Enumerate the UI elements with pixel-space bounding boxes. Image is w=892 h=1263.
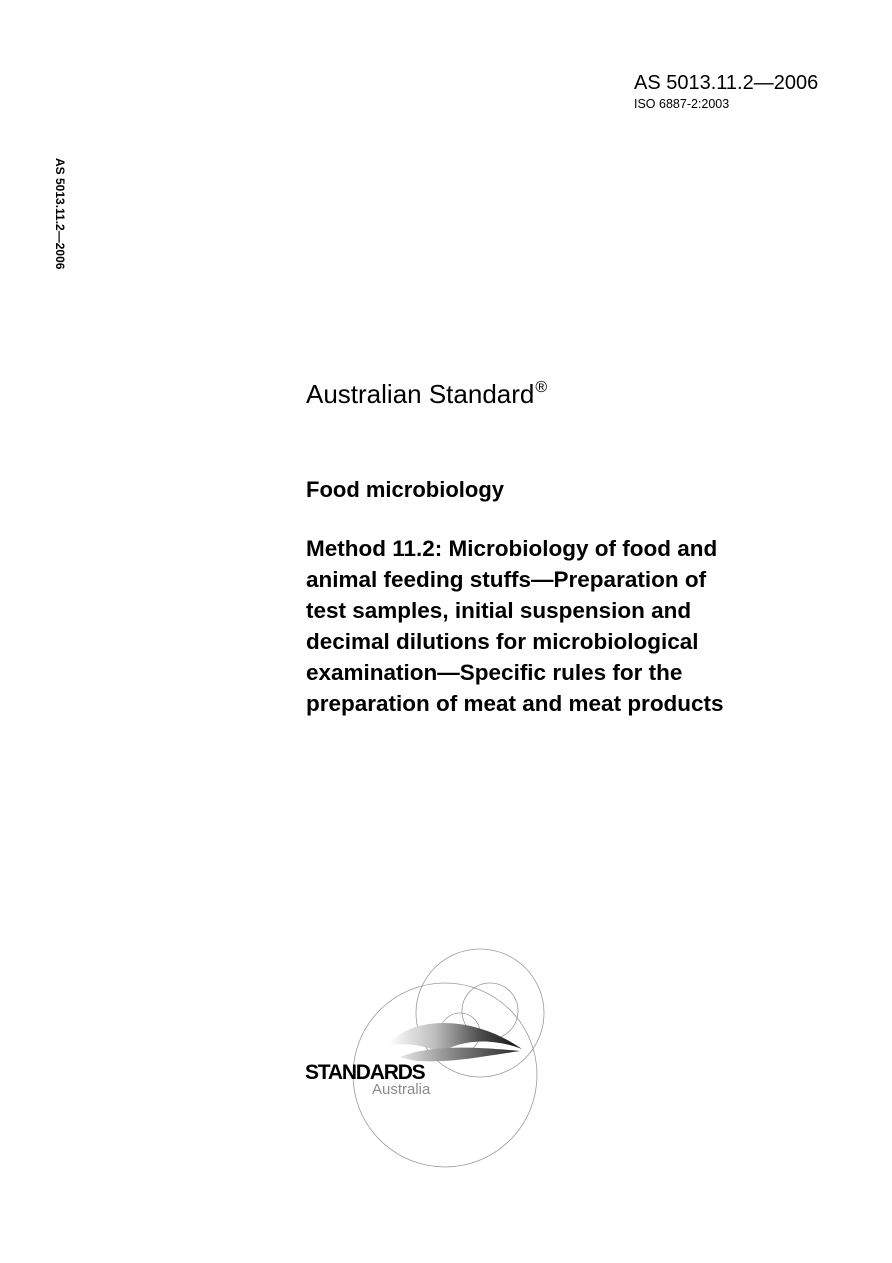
method-title-line: decimal dilutions for microbiological bbox=[306, 629, 699, 654]
registered-mark: ® bbox=[535, 379, 548, 396]
standards-australia-logo bbox=[300, 945, 550, 1185]
spine-text: AS 5013.11.2—2006 bbox=[53, 158, 67, 270]
logo-wordmark: STANDARDS bbox=[305, 1061, 425, 1084]
method-title-line: examination—Specific rules for the bbox=[306, 660, 683, 685]
method-title-line: Method 11.2: Microbiology of food and bbox=[306, 536, 718, 561]
method-title-line: preparation of meat and meat products bbox=[306, 691, 724, 716]
australian-standard-heading bbox=[306, 377, 547, 411]
series-name: Australian Standard bbox=[306, 379, 535, 409]
logo-swoosh-lower bbox=[400, 1048, 520, 1062]
method-title-line: animal feeding stuffs—Preparation of bbox=[306, 567, 707, 592]
subject-title: Food microbiology bbox=[306, 477, 504, 502]
method-title-line: test samples, initial suspension and bbox=[306, 598, 692, 623]
spine-label bbox=[52, 158, 68, 294]
method-title bbox=[306, 533, 846, 719]
standard-number: AS 5013.11.2—2006 bbox=[634, 72, 819, 94]
logo-subtext: Australia bbox=[372, 1081, 431, 1098]
iso-number: ISO 6887-2:2003 bbox=[634, 97, 730, 111]
